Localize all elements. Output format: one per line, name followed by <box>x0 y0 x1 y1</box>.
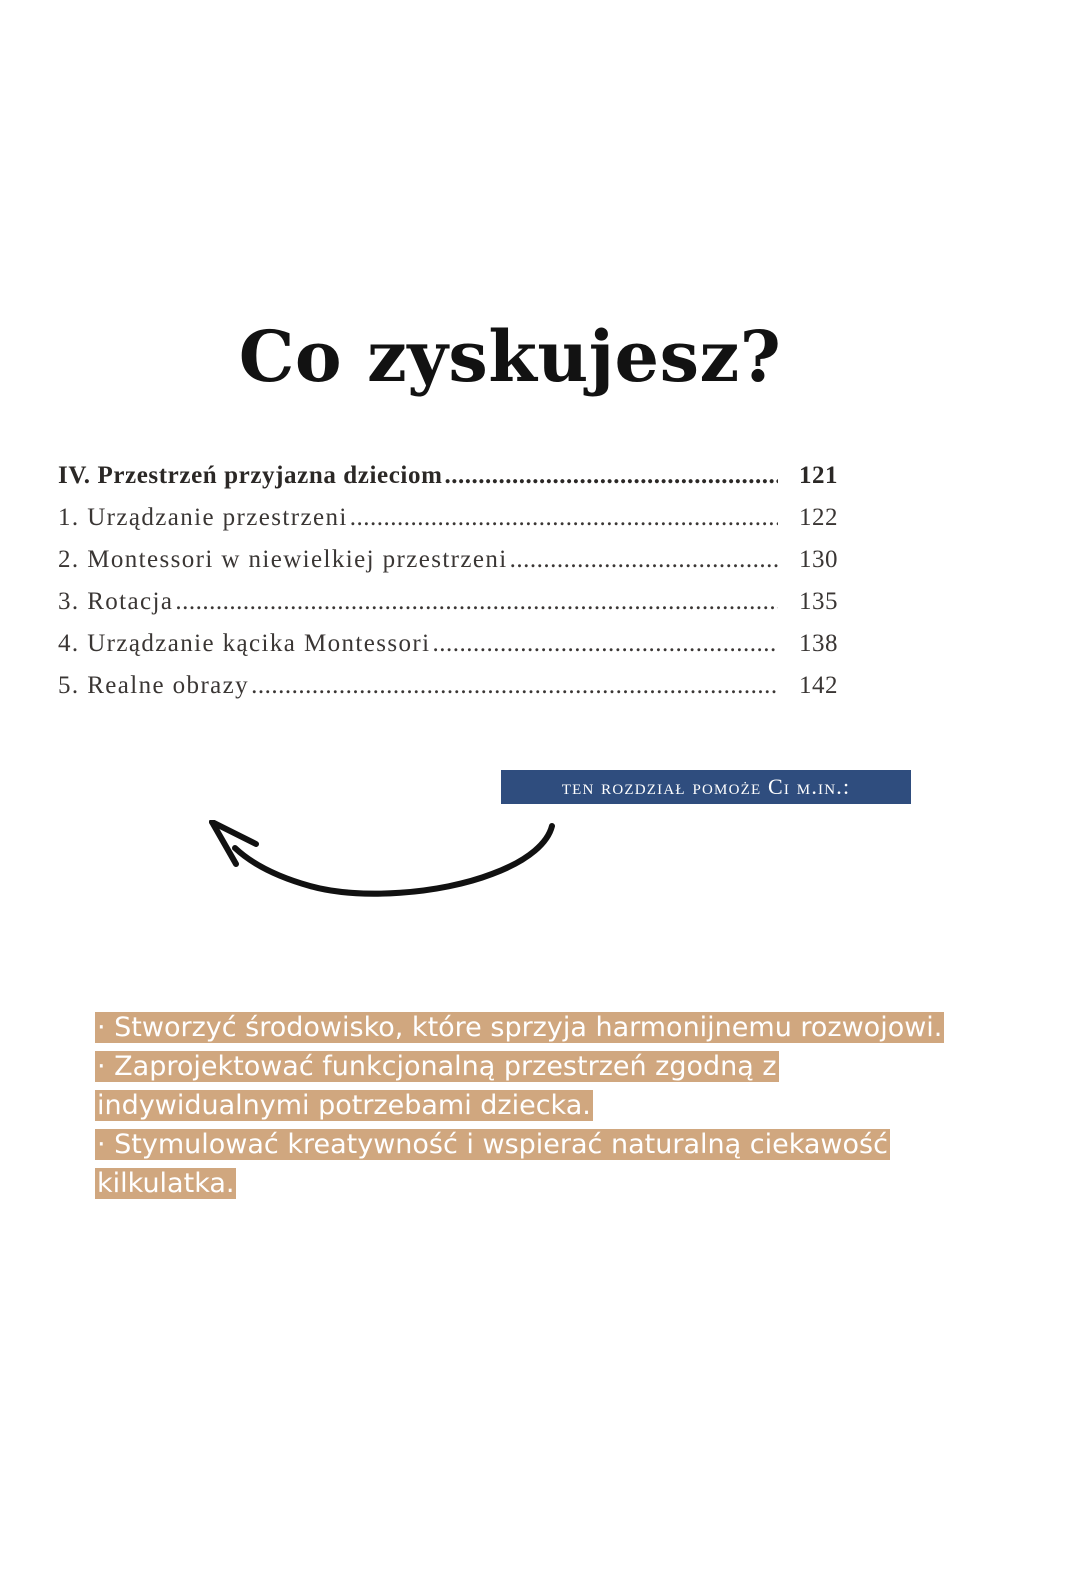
benefit-line: kilkulatka. <box>97 1168 235 1199</box>
toc-leader-dots <box>251 672 778 700</box>
toc-page-number: 121 <box>799 462 838 489</box>
page-title: Co zyskujesz? <box>238 314 782 398</box>
toc-page-number: 130 <box>799 546 838 573</box>
toc-leader-dots <box>432 630 778 658</box>
toc-page-number: 135 <box>799 588 838 615</box>
benefits-list <box>95 1008 995 1203</box>
toc-leader-dots <box>445 462 779 490</box>
benefit-line: · Stymulować kreatywność i wspierać naturalną ciekawość <box>97 1129 888 1160</box>
toc-leader-dots <box>510 546 778 574</box>
toc-page-number: 122 <box>799 504 838 531</box>
toc-leader-dots <box>175 588 778 616</box>
toc-row <box>58 504 838 546</box>
toc-label: IV. Przestrzeń przyjazna dzieciom <box>58 462 443 489</box>
toc-label: 4. Urządzanie kącika Montessori <box>58 630 431 657</box>
toc-row <box>58 546 838 588</box>
benefit-line: indywidualnymi potrzebami dziecka. <box>97 1090 591 1121</box>
toc-leader-dots <box>350 504 778 532</box>
toc-page-number: 138 <box>799 630 838 657</box>
toc-page-number: 142 <box>799 672 838 699</box>
toc-label: 1. Urządzanie przestrzeni <box>58 504 348 531</box>
toc-row <box>58 630 838 672</box>
toc-row <box>58 588 838 630</box>
benefit-line: · Zaprojektować funkcjonalną przestrzeń zgodną z <box>97 1051 777 1082</box>
benefit-line: · Stworzyć środowisko, które sprzyja harmonijnemu rozwojowi. <box>97 1012 943 1043</box>
curved-arrow-icon <box>200 820 570 910</box>
chapter-benefits-banner: ten rozdział pomoże Ci m.in.: <box>501 770 911 804</box>
toc-label: 3. Rotacja <box>58 588 174 615</box>
table-of-contents <box>58 462 838 714</box>
toc-label: 5. Realne obrazy <box>58 672 250 699</box>
toc-row <box>58 672 838 714</box>
toc-label: 2. Montessori w niewielkiej przestrzeni <box>58 546 508 573</box>
toc-row-chapter <box>58 462 838 504</box>
